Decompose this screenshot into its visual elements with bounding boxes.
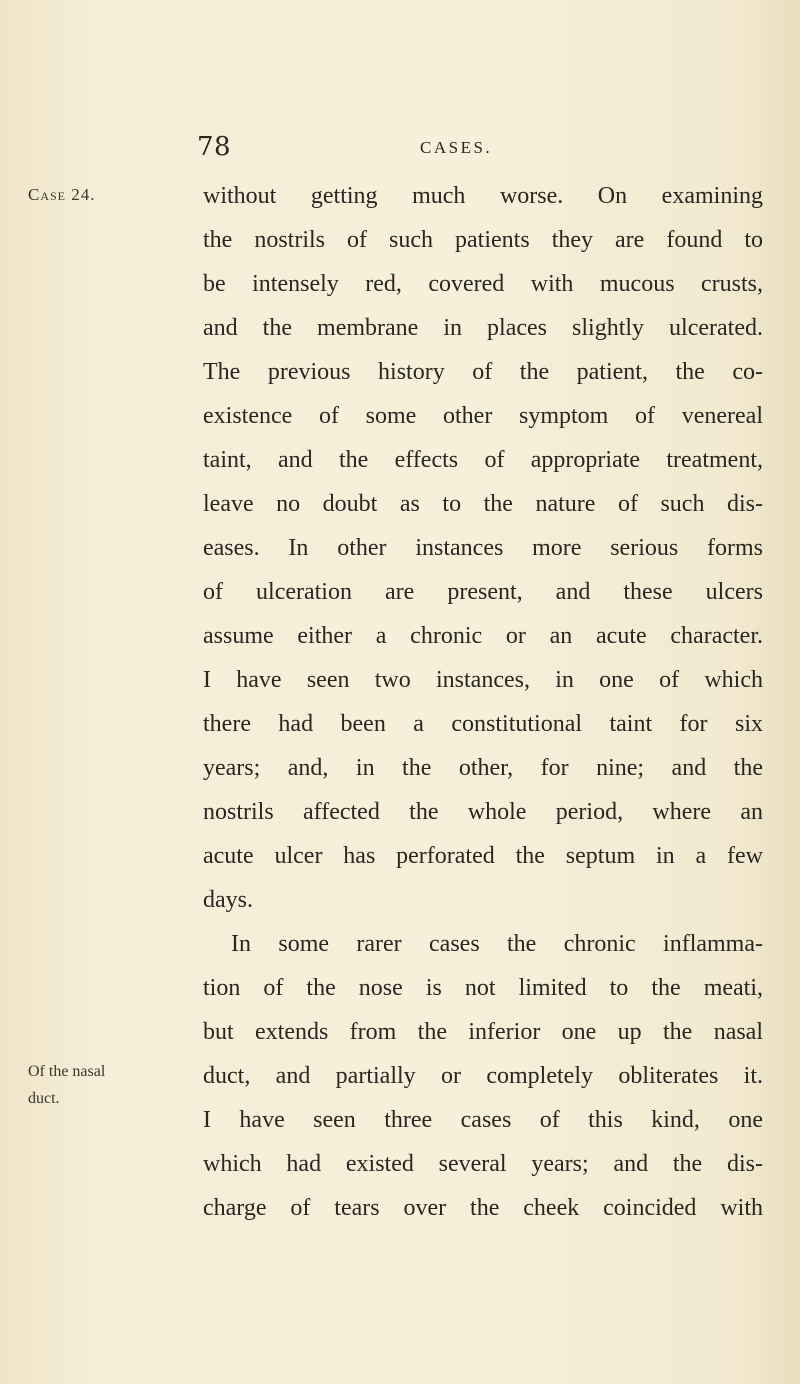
running-title: CASES. — [420, 138, 493, 157]
text-line: which had existed several years; and the dis- — [203, 1151, 763, 1177]
text-line: charge of tears over the cheek coincided with — [203, 1195, 763, 1221]
text-line: nostrils affected the whole period, where an — [203, 799, 763, 825]
text-line: existence of some other symptom of venereal — [203, 403, 763, 429]
text-line: and the membrane in places slightly ulcerated. — [203, 315, 763, 341]
body-text — [203, 174, 763, 1230]
case-marginal-note: Case 24. — [28, 185, 96, 204]
marginal-note-line: duct. — [28, 1090, 60, 1107]
text-line: In some rarer cases the chronic inflamma- — [231, 931, 763, 957]
text-line: The previous history of the patient, the co- — [203, 359, 763, 385]
page-number: 78 — [197, 132, 232, 162]
paragraph-2 — [203, 922, 763, 1230]
text-line: leave no doubt as to the nature of such dis- — [203, 491, 763, 517]
text-line: days. — [203, 887, 253, 913]
text-line: but extends from the inferior one up the nasal — [203, 1019, 763, 1045]
text-line: there had been a constitutional taint for six — [203, 711, 763, 737]
text-line: of ulceration are present, and these ulcers — [203, 579, 763, 605]
text-line: tion of the nose is not limited to the meati, — [203, 975, 763, 1001]
text-line: I have seen three cases of this kind, one — [203, 1107, 763, 1133]
text-line: without getting much worse. On examining — [203, 183, 763, 209]
text-line: acute ulcer has perforated the septum in a few — [203, 843, 763, 869]
text-line: assume either a chronic or an acute character. — [203, 623, 763, 649]
text-line: years; and, in the other, for nine; and the — [203, 755, 763, 781]
page-header — [0, 126, 800, 166]
text-line: the nostrils of such patients they are found to — [203, 227, 763, 253]
text-line: taint, and the effects of appropriate treatment, — [203, 447, 763, 473]
text-line: eases. In other instances more serious forms — [203, 535, 763, 561]
paragraph-1 — [203, 174, 763, 922]
text-line: be intensely red, covered with mucous crusts, — [203, 271, 763, 297]
text-line: duct, and partially or completely obliterates it. — [203, 1063, 763, 1089]
nasal-duct-marginal-note — [28, 1058, 148, 1112]
text-line: I have seen two instances, in one of which — [203, 667, 763, 693]
marginal-note-line: Of the nasal — [28, 1063, 106, 1080]
